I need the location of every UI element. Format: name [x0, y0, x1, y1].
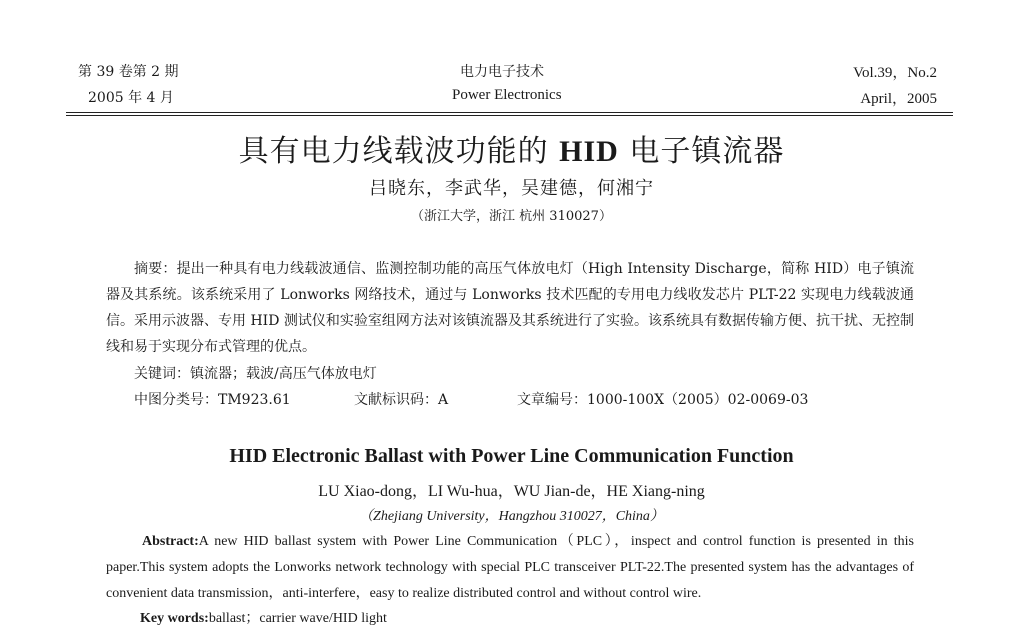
- keywords-en-label: Key words:: [140, 611, 209, 626]
- journal-name-cn: 电力电子技术: [460, 64, 544, 80]
- header-rule-top: [66, 112, 953, 113]
- affiliation-cn: （浙江大学，浙江 杭州 310027）: [411, 209, 612, 224]
- keywords-cn: [134, 363, 377, 383]
- keywords-en-text: ballast；carrier wave/HID light: [208, 611, 387, 626]
- abstract-en-label: Abstract:: [142, 534, 199, 549]
- title-cn-part2: HID: [559, 135, 619, 168]
- abstract-cn-text: 提出一种具有电力线载波通信、监测控制功能的高压气体放电灯（High Intensity Discharge，简称 HID）电子镇流器及其系统。该系统采用了 Lonworks 网络技术，通过与 Lonworks 技术匹配的专用电力线收发芯片 PLT-22 实现电力线载波通信。采用示波器、专用 HID 测试仪和实验室组网方法对该镇流器及其系统进行了实验。该系统具有数据传输方便、抗干扰、无控制线和易于实现分布式管理的优点。: [106, 261, 915, 355]
- abstract-cn: [106, 256, 914, 360]
- paper-title-cn: [0, 126, 1023, 170]
- keywords-en: [140, 607, 387, 627]
- keywords-cn-text: 镇流器；载波/高压气体放电灯: [190, 366, 377, 382]
- authors-en: LU Xiao-dong，LI Wu-hua，WU Jian-de，HE Xiang-ning: [318, 483, 705, 500]
- keywords-cn-label: 关键词：: [134, 366, 190, 382]
- title-cn-part1: 具有电力线载波功能的: [238, 134, 549, 169]
- document-code: 文献标识码：A: [354, 392, 449, 408]
- journal-date-cn: 2005 年 4 月: [88, 90, 174, 106]
- journal-name-en: Power Electronics: [452, 87, 562, 103]
- affiliation-en: （Zhejiang University，Hangzhou 310027，China）: [359, 509, 664, 524]
- authors-cn: 吕晓东，李武华，吴建德，何湘宁: [369, 178, 654, 199]
- journal-volume-cn: 第 39 卷第 2 期: [78, 64, 179, 80]
- abstract-en: [106, 529, 914, 607]
- journal-volume-en: Vol.39，No.2: [853, 65, 937, 81]
- abstract-cn-label: 摘要：: [134, 261, 177, 277]
- abstract-en-text: A new HID ballast system with Power Line Communication（PLC），inspect and control function is presented in this paper.This system adopts the Lonworks network technology with special PLC transceiver PLT-22.The presented system has the advantages of convenient data transmission，anti-interfere，easy to realize distributed control and without control wire.: [106, 534, 914, 601]
- journal-date-en: April，2005: [860, 91, 937, 107]
- clc-number: 中图分类号：TM923.61: [134, 392, 291, 408]
- title-cn-part3: 电子镇流器: [629, 134, 785, 169]
- article-number: 文章编号：1000-100X（2005）02-0069-03: [517, 392, 809, 408]
- paper-title-en: HID Electronic Ballast with Power Line Communication Function: [229, 445, 794, 467]
- header-rule-bottom: [66, 115, 953, 116]
